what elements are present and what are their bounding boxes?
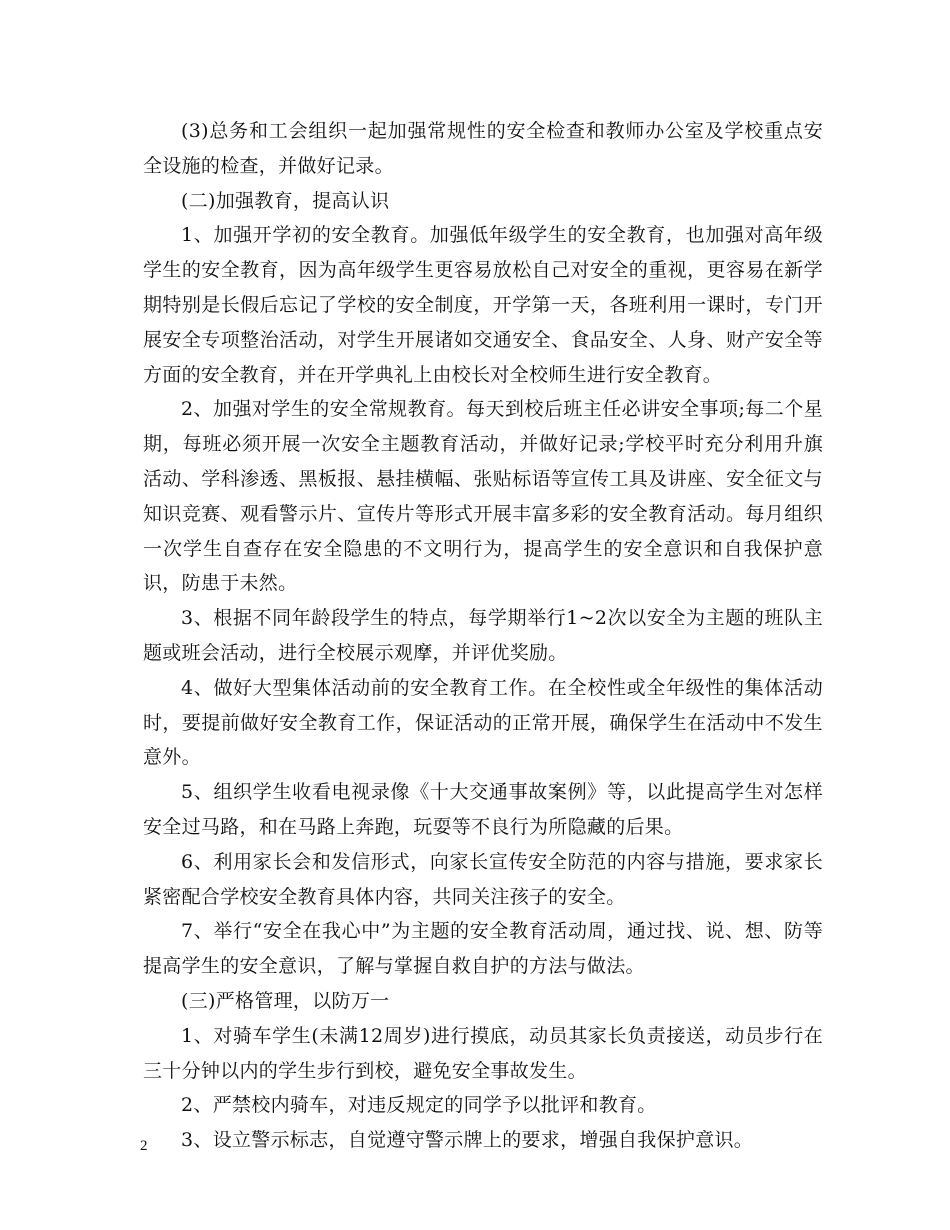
paragraph-item-3: 3、根据不同年龄段学生的特点，每学期举行1~2次以安全为主题的班队主题或班会活动，进行全校展示观摩，并评优奖励。 [143, 607, 823, 664]
paragraph-item-4: 4、做好大型集体活动前的安全教育工作。在全校性或全年级性的集体活动时，要提前做好安全教育工作，保证活动的正常开展，确保学生在活动中不发生意外。 [143, 676, 823, 769]
section-heading-management: (三)严格管理，以防万一 [181, 989, 390, 1012]
paragraph-management-3: 3、设立警示标志，自觉遵守警示牌上的要求，增强自我保护意识。 [181, 1129, 754, 1152]
page-number: 2 [140, 1138, 148, 1154]
paragraph-item-7: 7、举行“安全在我心中”为主题的安全教育活动周，通过找、说、想、防等提高学生的安全意识，了解与掌握自救自护的方法与做法。 [143, 920, 823, 978]
paragraph-item-6: 6、利用家长会和发信形式，向家长宣传安全防范的内容与措施，要求家长紧密配合学校安全教育具体内容，共同关注孩子的安全。 [143, 850, 823, 908]
paragraph-item-2: 2、加强对学生的安全常规教育。每天到校后班主任必讲安全事项;每二个星期，每班必须开展一次安全主题教育活动，并做好记录;学校平时充分利用升旗活动、学科渗透、黑板报、悬挂横幅、张贴标语等宣传工具及讲座、安全征文与知识竞赛、观看警示片、宣传片等形式开展丰富多彩的安全教育活动。每月组织一次学生自查存在安全隐患的不文明行为，提高学生的安全意识和自我保护意识，防患于未然。 [143, 398, 823, 595]
paragraph-item-5: 5、组织学生收看电视录像《十大交通事故案例》等，以此提高学生对怎样安全过马路，和在马路上奔跑，玩耍等不良行为所隐藏的后果。 [143, 781, 823, 838]
paragraph-admin-inspection: (3)总务和工会组织一起加强常规性的安全检查和教师办公室及学校重点安全设施的检查，并做好记录。 [143, 120, 823, 177]
document-body [143, 114, 823, 1158]
paragraph-item-1: 1、加强开学初的安全教育。加强低年级学生的安全教育，也加强对高年级学生的安全教育，因为高年级学生更容易放松自己对安全的重视，更容易在新学期特别是长假后忘记了学校的安全制度，开学第一天，各班利用一课时，专门开展安全专项整治活动，对学生开展诸如交通安全、食品安全、人身、财产安全等方面的安全教育，并在开学典礼上由校长对全校师生进行安全教育。 [143, 224, 823, 386]
paragraph-management-1: 1、对骑车学生(未满12周岁)进行摸底，动员其家长负责接送，动员步行在三十分钟以内的学生步行到校，避免安全事故发生。 [143, 1024, 823, 1082]
paragraph-management-2: 2、严禁校内骑车，对违反规定的同学予以批评和教育。 [181, 1094, 657, 1117]
section-heading-education: (二)加强教育，提高认识 [181, 189, 390, 212]
